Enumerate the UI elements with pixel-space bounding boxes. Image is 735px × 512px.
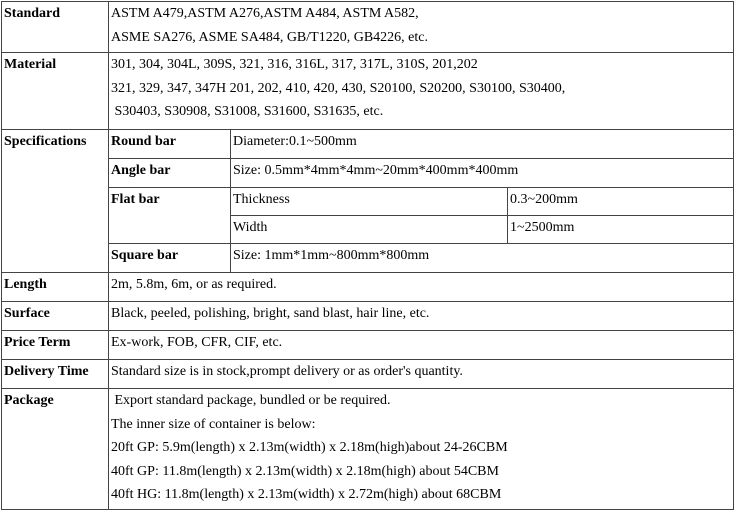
standard-value: [109, 2, 734, 53]
delivery-time-value: Standard size is in stock,prompt delivery or as order's quantity.: [109, 360, 734, 389]
material-value: [109, 53, 734, 130]
package-line: Export standard package, bundled or be required.: [111, 393, 391, 408]
delivery-time-label: Delivery Time: [2, 360, 109, 389]
square-bar-value: Size: 1mm*1mm~800mm*800mm: [231, 244, 734, 273]
delivery-time-row: [2, 360, 734, 389]
length-value: 2m, 5.8m, 6m, or as required.: [109, 273, 734, 302]
standard-line: ASME SA276, ASME SA484, GB/T1220, GB4226, etc.: [111, 29, 428, 45]
package-line: 40ft GP: 11.8m(length) x 2.13m(width) x 2.18m(high) about 54CBM: [111, 463, 499, 479]
package-label: Package: [2, 389, 109, 510]
package-row: [2, 389, 734, 510]
angle-bar-row: [2, 159, 734, 188]
package-line: 20ft GP: 5.9m(length) x 2.13m(width) x 2.18m(high)about 24-26CBM: [111, 440, 508, 456]
round-bar-value: Diameter:0.1~500mm: [231, 130, 734, 159]
standard-label: Standard: [2, 2, 109, 53]
flat-bar-thickness-label: Thickness: [231, 188, 508, 216]
specification-table: [1, 1, 734, 510]
surface-label: Surface: [2, 302, 109, 331]
surface-row: [2, 302, 734, 331]
material-label: Material: [2, 53, 109, 130]
round-bar-label: Round bar: [109, 130, 231, 159]
flat-bar-thickness-value: 0.3~200mm: [508, 188, 734, 216]
square-bar-label: Square bar: [109, 244, 231, 273]
standard-row: [2, 2, 734, 53]
material-row: [2, 53, 734, 130]
angle-bar-label: Angle bar: [109, 159, 231, 188]
specifications-label: Specifications: [2, 130, 109, 273]
flat-bar-thickness-row: [2, 188, 734, 216]
price-term-value: Ex-work, FOB, CFR, CIF, etc.: [109, 331, 734, 360]
flat-bar-width-label: Width: [231, 216, 508, 244]
material-line: 321, 329, 347, 347H 201, 202, 410, 420, 430, S20100, S20200, S30100, S30400,: [111, 80, 566, 96]
length-label: Length: [2, 273, 109, 302]
material-line: 301, 304, 304L, 309S, 321, 316, 316L, 317, 317L, 310S, 201,202: [111, 57, 478, 72]
package-line: The inner size of container is below:: [111, 416, 316, 432]
material-line: S30403, S30908, S31008, S31600, S31635, etc.: [111, 104, 384, 120]
square-bar-row: [2, 244, 734, 273]
surface-value: Black, peeled, polishing, bright, sand blast, hair line, etc.: [109, 302, 734, 331]
price-term-row: [2, 331, 734, 360]
flat-bar-label: Flat bar: [109, 188, 231, 244]
standard-line: ASTM A479,ASTM A276,ASTM A484, ASTM A582,: [111, 6, 419, 21]
flat-bar-width-value: 1~2500mm: [508, 216, 734, 244]
angle-bar-value: Size: 0.5mm*4mm*4mm~20mm*400mm*400mm: [231, 159, 734, 188]
package-line: 40ft HG: 11.8m(length) x 2.13m(width) x 2.72m(high) about 68CBM: [111, 487, 502, 503]
round-bar-row: [2, 130, 734, 159]
length-row: [2, 273, 734, 302]
price-term-label: Price Term: [2, 331, 109, 360]
package-value: [109, 389, 734, 510]
